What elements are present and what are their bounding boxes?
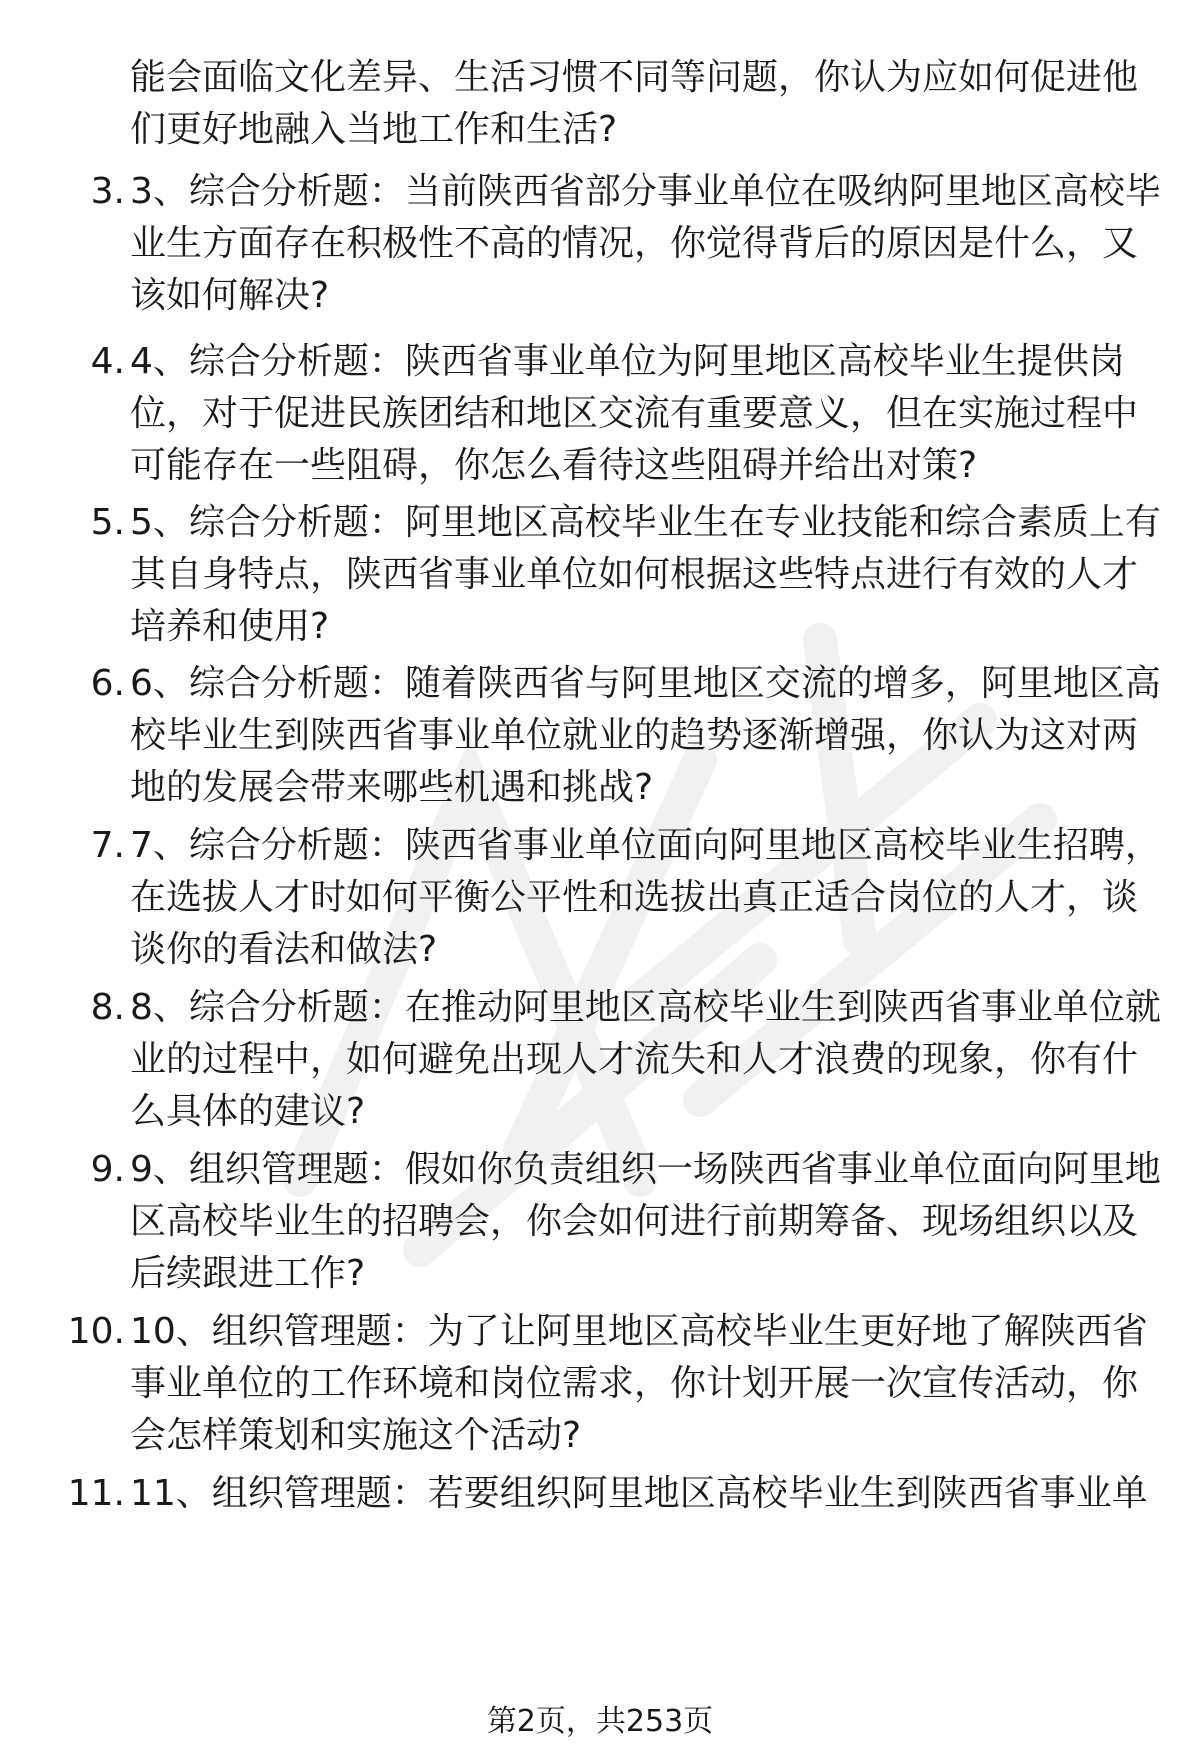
question-text: 9、组织管理题：假如你负责组织一场陕西省事业单位面向阿里地区高校毕业生的招聘会，你会如何进行前期筹备、现场组织以及后续跟进工作? (130, 1149, 1161, 1294)
question-text: 5、综合分析题：阿里地区高校毕业生在专业技能和综合素质上有其自身特点，陕西省事业单位如何根据这些特点进行有效的人才培养和使用? (130, 502, 1161, 647)
question-text: 4、综合分析题：陕西省事业单位为阿里地区高校毕业生提供岗位，对于促进民族团结和地区交流有重要意义，但在实施过程中可能存在一些阻碍，你怎么看待这些阻碍并给出对策? (130, 341, 1139, 486)
list-number: 3. (90, 171, 125, 212)
question-text: 11、组织管理题：若要组织阿里地区高校毕业生到陕西省事业单 (130, 1473, 1148, 1514)
question-text: 6、综合分析题：随着陕西省与阿里地区交流的增多，阿里地区高校毕业生到陕西省事业单位就业的趋势逐渐增强，你认为这对两地的发展会带来哪些机遇和挑战? (130, 663, 1161, 808)
list-number: 10. (67, 1311, 125, 1352)
list-number: 11. (67, 1473, 125, 1514)
question-text: 10、组织管理题：为了让阿里地区高校毕业生更好地了解陕西省事业单位的工作环境和岗位需求，你计划开展一次宣传活动，你会怎样策划和实施这个活动? (130, 1311, 1148, 1456)
question-text: 7、综合分析题：陕西省事业单位面向阿里地区高校毕业生招聘，在选拔人才时如何平衡公平性和选拔出真正适合岗位的人才，谈谈你的看法和做法? (130, 825, 1161, 970)
question-text: 8、综合分析题：在推动阿里地区高校毕业生到陕西省事业单位就业的过程中，如何避免出现人才流失和人才浪费的现象，你有什么具体的建议? (130, 987, 1161, 1132)
page-footer: 第2页，共253页 (486, 1704, 714, 1739)
continuation-paragraph: 能会面临文化差异、生活习惯不同等问题，你认为应如何促进他们更好地融入当地工作和生活? (130, 57, 1139, 150)
list-number: 6. (90, 663, 125, 704)
question-text: 3、综合分析题：当前陕西省部分事业单位在吸纳阿里地区高校毕业生方面存在积极性不高的情况，你觉得背后的原因是什么，又该如何解决? (130, 171, 1161, 316)
list-number: 7. (90, 825, 125, 866)
list-number: 4. (90, 341, 125, 382)
list-number: 8. (90, 987, 125, 1028)
list-number: 9. (90, 1149, 125, 1190)
list-number: 5. (90, 502, 125, 543)
